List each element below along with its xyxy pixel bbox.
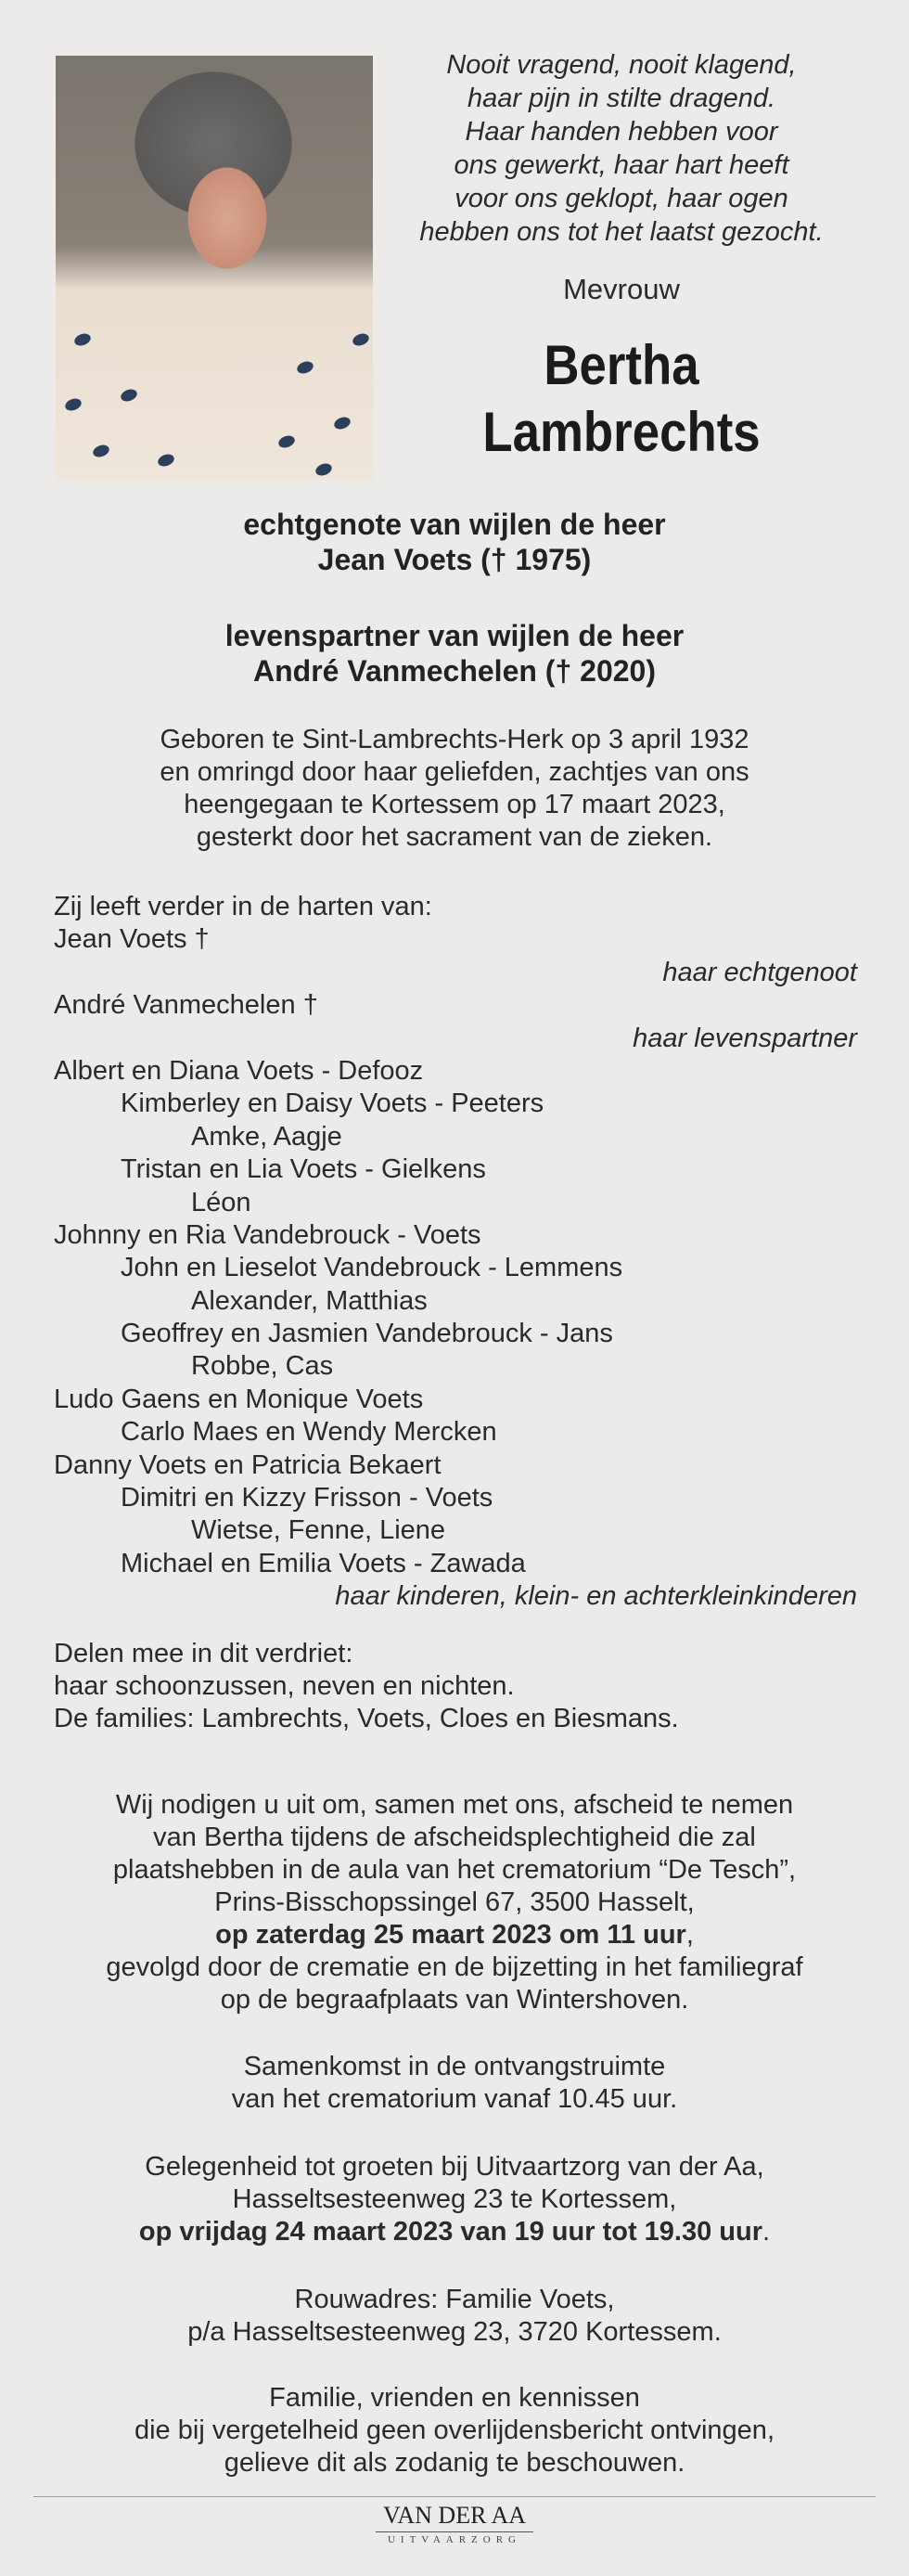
intro-line: en omringd door haar geliefden, zachtjes van ons [160,757,749,787]
sharing-line: Delen mee in dit verdriet: [54,1639,353,1668]
poem-line: voor ons geklopt, haar ogen [454,184,788,213]
gathering-line: van het crematorium vanaf 10.45 uur. [231,2084,678,2114]
family-member: Amke, Aagje [191,1121,342,1152]
invitation-block [0,1789,909,2016]
logo-brand: VAN DER AA [382,2502,527,2529]
poem-line: Haar handen hebben voor [465,117,778,147]
invitation-line: Wij nodigen u uit om, samen met ons, afscheid te nemen [115,1790,794,1820]
family-relation: haar kinderen, klein- en achterkleinkinderen [335,1581,857,1612]
address-line: p/a Hasseltsesteenweg 23, 3720 Kortessem. [187,2317,722,2347]
family-member: Léon [191,1187,251,1217]
first-name: Bertha [544,334,699,396]
greeting-date-suffix: . [762,2217,771,2247]
family-member: André Vanmechelen † [54,990,318,1021]
poem-line: ons gewerkt, haar hart heeft [454,150,789,180]
greeting-line: Gelegenheid tot groeten bij Uitvaartzorg van der Aa, [145,2152,764,2182]
intro-line: gesterkt door het sacrament van de zieken. [196,822,713,852]
closing-line: die bij vergetelheid geen overlijdensbericht ontvingen, [134,2415,775,2445]
family-member: Geoffrey en Jasmien Vandebrouck - Jans [121,1319,613,1349]
poem-line: Nooit vragend, nooit klagend, [446,50,797,80]
family-member: Robbe, Cas [191,1351,334,1382]
sharing-line: De families: Lambrechts, Voets, Cloes en Biesmans. [54,1704,679,1733]
family-member: Dimitri en Kizzy Frisson - Voets [121,1483,493,1513]
footer-divider [33,2496,876,2497]
deceased-name [417,332,826,466]
invitation-line: gevolgd door de crematie en de bijzetting in het familiegraf [106,1952,803,1982]
spouse-line: Jean Voets († 1975) [317,543,592,576]
invitation-line: van Bertha tijdens de afscheidsplechtigheid die zal [153,1823,756,1852]
partner-line: levenspartner van wijlen de heer [224,619,685,652]
sharing-line: haar schoonzussen, neven en nichten. [54,1671,515,1701]
funeral-home-logo [0,2502,909,2545]
sharing-block [54,1638,889,1735]
spouse-block [0,507,909,577]
intro-block [0,724,909,854]
family-heading: Zij leeft verder in de harten van: [54,892,432,921]
invitation-date-suffix: , [685,1920,694,1950]
family-member: Jean Voets † [54,924,210,955]
family-member: John en Lieselot Vandebrouck - Lemmens [121,1253,623,1283]
portrait-photo [56,56,373,481]
family-member: Johnny en Ria Vandebrouck - Voets [54,1219,481,1250]
family-member: Kimberley en Daisy Voets - Peeters [121,1088,544,1119]
address-block [0,2284,909,2349]
invitation-line: plaatshebben in de aula van het crematorium “De Tesch”, [112,1855,797,1885]
greeting-line: Hasseltsesteenweg 23 te Kortessem, [232,2184,677,2214]
partner-line: André Vanmechelen († 2020) [253,654,656,688]
family-member: Albert en Diana Voets - Defooz [54,1055,424,1086]
family-member: Michael en Emilia Voets - Zawada [121,1548,526,1578]
gathering-line: Samenkomst in de ontvangstruimte [243,2052,666,2081]
address-line: Rouwadres: Familie Voets, [294,2285,615,2314]
logo-subtitle: UITVAARZORG [387,2534,522,2545]
intro-line: heengegaan te Kortessem op 17 maart 2023, [184,790,725,819]
logo-rule [376,2531,533,2532]
closing-line: Familie, vrienden en kennissen [269,2383,640,2413]
partner-block [0,618,909,689]
greeting-block [0,2151,909,2248]
family-member: Danny Voets en Patricia Bekaert [54,1449,442,1480]
spouse-line: echtgenote van wijlen de heer [243,508,666,541]
invitation-date-line [0,1919,909,1951]
greeting-date: op vrijdag 24 maart 2023 van 19 uur tot 19.30 uur [138,2217,763,2247]
poem-line: haar pijn in stilte dragend. [467,84,776,113]
invitation-line: Prins-Bisschopssingel 67, 3500 Hasselt, [214,1887,695,1917]
family-relation: haar echtgenoot [662,957,857,987]
salutation: Mevrouw [563,273,680,305]
greeting-date-line [0,2216,909,2248]
family-member: Carlo Maes en Wendy Mercken [121,1417,497,1448]
family-member: Wietse, Fenne, Liene [191,1515,446,1546]
poem [390,48,853,249]
poem-line: hebben ons tot het laatst gezocht. [419,217,824,247]
family-relation: haar levenspartner [633,1023,857,1053]
last-name: Lambrechts [482,401,761,463]
intro-line: Geboren te Sint-Lambrechts-Herk op 3 april 1932 [160,725,749,754]
closing-line: gelieve dit als zodanig te beschouwen. [224,2448,685,2478]
family-member: Alexander, Matthias [191,1285,428,1316]
family-member: Ludo Gaens en Monique Voets [54,1384,424,1414]
closing-block [0,2382,909,2479]
family-member: Tristan en Lia Voets - Gielkens [121,1154,486,1185]
gathering-block [0,2051,909,2116]
family-list [54,891,857,1614]
invitation-line: op de begraafplaats van Wintershoven. [220,1985,689,2015]
invitation-date: op zaterdag 25 maart 2023 om 11 uur [215,1920,686,1950]
